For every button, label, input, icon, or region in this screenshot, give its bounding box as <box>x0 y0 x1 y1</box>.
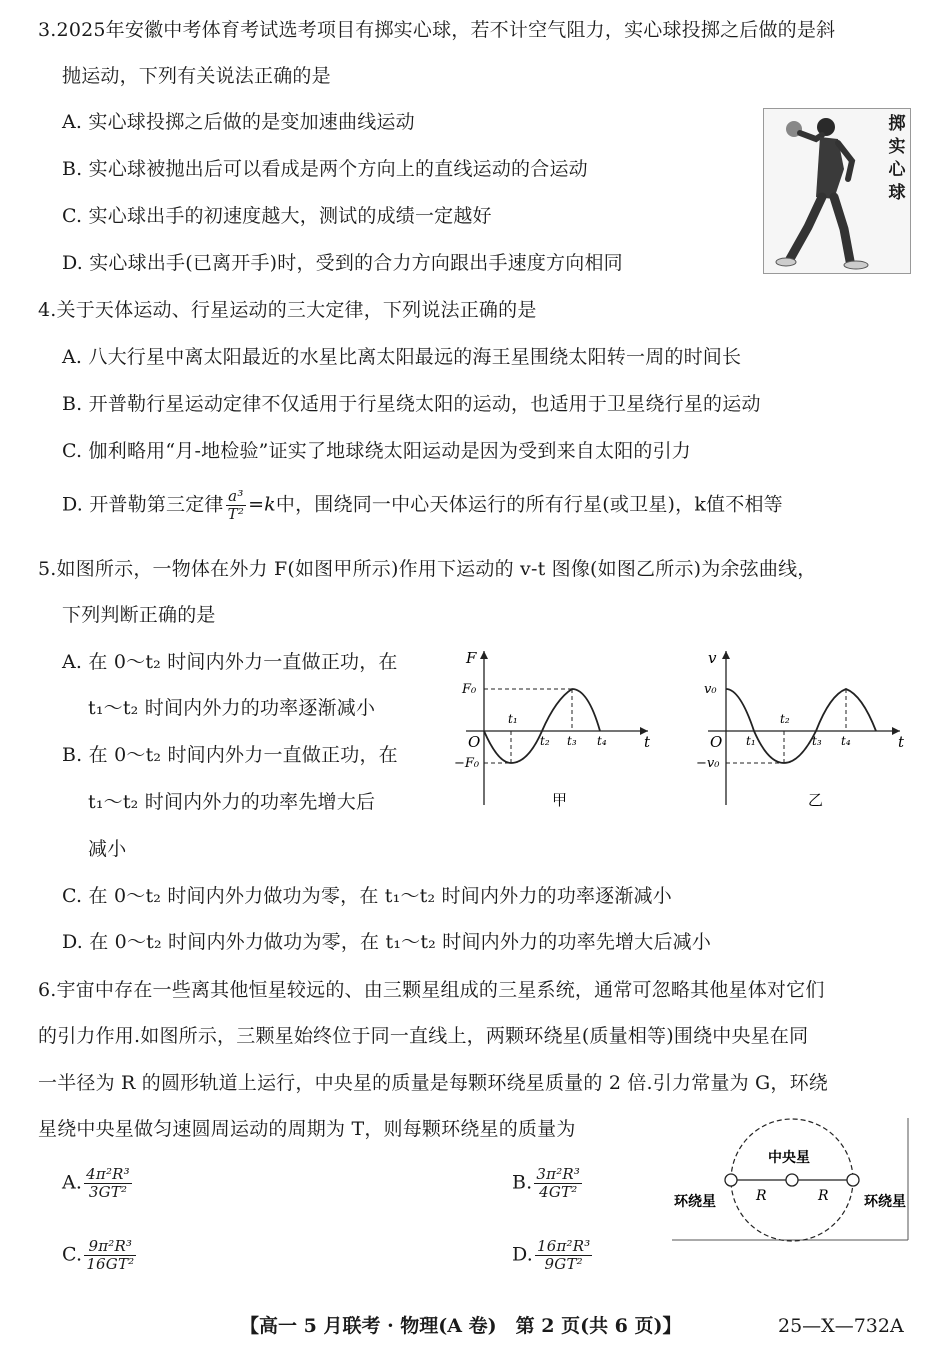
option-fraction <box>534 1166 582 1201</box>
q3-option-c: C. 实心球出手的初速度越大，测试的成绩一定越好 <box>62 205 492 227</box>
yi-axis-x-label: t <box>898 733 905 751</box>
q5-option-a-line1: A. 在 0～t₂ 时间内外力一直做正功，在 <box>62 651 398 673</box>
fraction-denominator: T² <box>227 505 245 523</box>
graph-jia <box>448 645 660 811</box>
center-star <box>786 1174 798 1186</box>
yi-caption: 乙 <box>808 791 824 809</box>
q6-option-a <box>62 1166 134 1201</box>
yi-tick-t1: t₁ <box>746 734 756 748</box>
option-fraction <box>84 1238 136 1273</box>
fraction-denominator: 3GT² <box>88 1183 128 1201</box>
q5-stem-line1: 5.如图所示，一物体在外力 F(如图甲所示)作用下运动的 v-t 图像(如图乙所示)为余弦曲线， <box>38 558 817 580</box>
fraction-numerator: 3π²R³ <box>536 1165 581 1183</box>
q6-option-b <box>512 1166 584 1201</box>
left-star-label: 环绕星 <box>674 1194 716 1210</box>
q5-option-a-line2: t₁～t₂ 时间内外力的功率逐渐减小 <box>88 697 376 719</box>
q3-option-d: D. 实心球出手(已离开手)时，受到的合力方向跟出手速度方向相同 <box>62 252 623 274</box>
q6-option-d <box>512 1238 594 1273</box>
jia-tick-t4: t₄ <box>597 734 607 748</box>
fraction-numerator: 16π²R³ <box>537 1237 591 1255</box>
jia-axis-y-label: F <box>466 649 477 667</box>
q5-option-b-line2: t₁～t₂ 时间内外力的功率先增大后 <box>88 791 376 813</box>
q4-option-b: B. 开普勒行星运动定律不仅适用于行星绕太阳的运动，也适用于卫星绕行星的运动 <box>62 393 761 415</box>
fraction-numerator: a³ <box>226 488 246 506</box>
kepler-fraction <box>226 488 246 523</box>
option-fraction <box>535 1238 592 1273</box>
fraction-denominator: 16GT² <box>86 1255 135 1273</box>
q4-option-d <box>62 488 783 523</box>
three-star-diagram <box>670 1118 910 1243</box>
q6-option-c <box>62 1238 138 1273</box>
right-star-label: 环绕星 <box>864 1194 906 1210</box>
q5-stem-line2: 下列判断正确的是 <box>62 604 216 626</box>
yi-tick-t4: t₄ <box>841 734 851 748</box>
photo-caption-char: 心 <box>888 160 906 180</box>
option-letter: A. <box>62 1171 83 1194</box>
q6-stem-line1: 6.宇宙中存在一些离其他恒星较远的、由三颗星组成的三星系统，通常可忽略其他星体对它们 <box>38 979 825 1001</box>
right-orbiting-star <box>847 1174 859 1186</box>
jia-neg-f0-label: −F₀ <box>454 756 480 771</box>
jia-axis-x-label: t <box>644 733 651 751</box>
yi-origin-label: O <box>710 733 723 751</box>
jia-tick-t2: t₂ <box>540 734 550 748</box>
q4-d-prefix: D. 开普勒第三定律 <box>62 493 224 516</box>
yi-tick-t2: t₂ <box>780 712 790 726</box>
q3-option-a: A. 实心球投掷之后做的是变加速曲线运动 <box>62 111 415 133</box>
q5-option-c: C. 在 0～t₂ 时间内外力做功为零，在 t₁～t₂ 时间内外力的功率逐渐减小 <box>62 885 672 907</box>
center-star-label: 中央星 <box>768 1150 810 1166</box>
option-fraction <box>84 1166 132 1201</box>
q3-stem-line1: 3.2025年安徽中考体育考试选考项目有掷实心球，若不计空气阻力，实心球投掷之后做的是斜 <box>38 19 836 41</box>
jia-f0-label: F₀ <box>462 682 477 697</box>
q4-option-c: C. 伽利略用“月-地检验”证实了地球绕太阳运动是因为受到来自太阳的引力 <box>62 440 691 462</box>
jia-origin-label: O <box>468 733 481 751</box>
q5-option-b-line3: 减小 <box>88 838 127 860</box>
photo-caption-char: 球 <box>888 183 906 203</box>
fraction-numerator: 9π²R³ <box>84 1238 136 1256</box>
q4-stem: 4.关于天体运动、行星运动的三大定律，下列说法正确的是 <box>38 299 537 321</box>
jia-tick-t1: t₁ <box>508 712 518 726</box>
yi-tick-t3: t₃ <box>812 734 822 748</box>
q4-d-equals: =k <box>248 493 276 516</box>
option-letter: D. <box>512 1243 533 1266</box>
q4-option-a: A. 八大行星中离太阳最近的水星比离太阳最远的海王星围绕太阳转一周的时间长 <box>62 346 742 368</box>
jia-tick-t3: t₃ <box>567 734 577 748</box>
shot-put-photo <box>763 108 911 274</box>
q3-option-b: B. 实心球被抛出后可以看成是两个方向上的直线运动的合运动 <box>62 158 588 180</box>
fraction-numerator: 4π²R³ <box>86 1165 130 1183</box>
page-footer: 【高一 5 月联考 · 物理(A 卷) 第 2 页(共 6 页)】 <box>240 1315 682 1337</box>
photo-caption <box>886 113 908 205</box>
q6-stem-line2: 的引力作用.如图所示，三颗星始终位于同一直线上，两颗环绕星(质量相等)围绕中央星在同 <box>38 1025 809 1047</box>
option-letter: B. <box>512 1171 533 1194</box>
photo-caption-char: 掷 <box>888 114 906 134</box>
q6-stem-line4: 星绕中央星做匀速圆周运动的周期为 T，则每颗环绕星的质量为 <box>38 1118 576 1140</box>
jia-caption: 甲 <box>552 791 568 809</box>
yi-axis-y-label: v <box>708 649 717 667</box>
exam-code: 25—X—732A <box>778 1315 904 1337</box>
q5-option-d: D. 在 0～t₂ 时间内外力做功为零，在 t₁～t₂ 时间内外力的功率先增大后减小 <box>62 931 712 953</box>
q3-stem-line2: 抛运动，下列有关说法正确的是 <box>62 65 331 87</box>
q4-d-suffix: 中，围绕同一中心天体运行的所有行星(或卫星)，k值不相等 <box>275 493 783 516</box>
photo-caption-char: 实 <box>888 137 906 157</box>
radius-label-right: R <box>818 1188 829 1204</box>
fraction-denominator: 4GT² <box>539 1183 578 1201</box>
radius-label-left: R <box>756 1188 767 1204</box>
q6-stem-line3: 一半径为 R 的圆形轨道上运行，中央星的质量是每颗环绕星质量的 2 倍.引力常量为 G，环绕 <box>38 1072 829 1094</box>
q5-option-b-line1: B. 在 0～t₂ 时间内外力一直做正功，在 <box>62 744 398 766</box>
option-letter: C. <box>62 1243 83 1266</box>
yi-neg-v0-label: −v₀ <box>696 756 720 771</box>
fraction-denominator: 9GT² <box>544 1255 583 1273</box>
graph-yi <box>690 645 910 811</box>
left-orbiting-star <box>725 1174 737 1186</box>
yi-v0-label: v₀ <box>704 682 717 697</box>
